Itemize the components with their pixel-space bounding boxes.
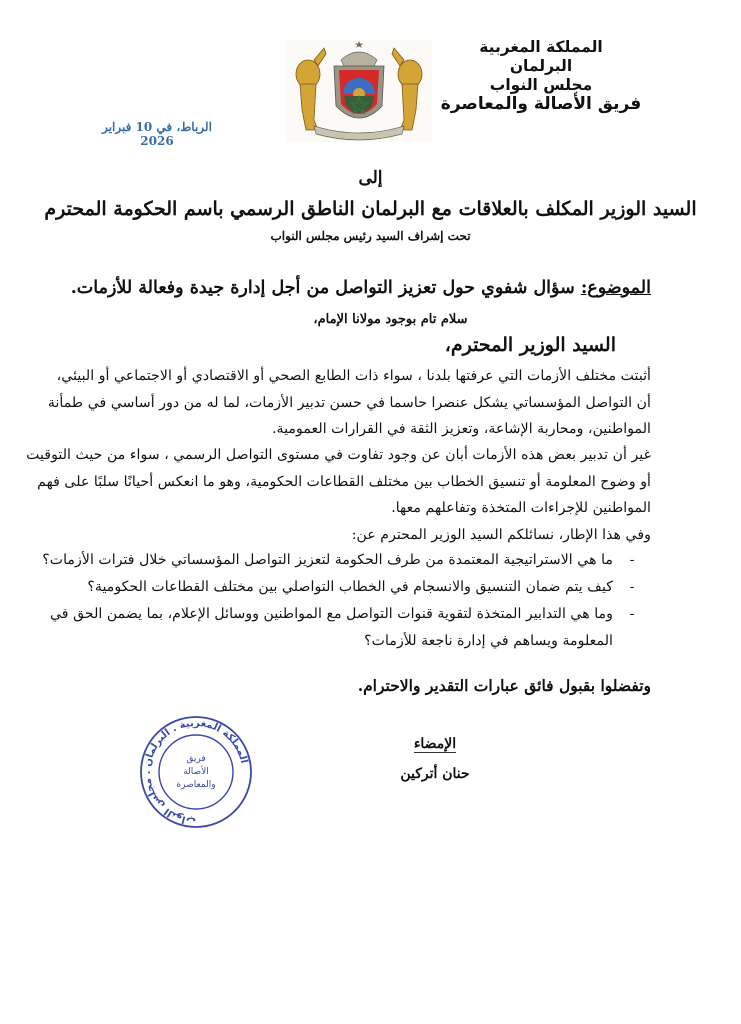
question-item	[87, 574, 651, 601]
header-line: مجلس النواب	[489, 76, 593, 94]
closing-formula: وتفضلوا بقبول فائق عبارات التقدير والاحترام.	[357, 676, 651, 695]
question-item	[42, 547, 651, 574]
stamp-center-line: والمعاصرة	[176, 780, 216, 790]
text-line: أن التواصل المؤسساتي يشكل عنصرا حاسما في حسن تدبير الأزمات، لما له من دور أساسي في طمأنة	[47, 394, 651, 411]
bullet-dash: -	[629, 579, 635, 595]
text-line: أو وضوح المعلومة أو تنسيق الخطاب بين مختلف القطاعات الحكومية، وهو ما انعكس أحيانًا سلبًا على فهم	[37, 473, 651, 490]
official-stamp	[138, 714, 254, 832]
header-line: فريق الأصالة والمعاصرة	[440, 94, 642, 114]
paragraph	[47, 363, 651, 443]
salutation: سلام تام بوجود مولانا الإمام،	[313, 312, 468, 327]
subject-line	[71, 278, 651, 298]
text-line: أثبتت مختلف الأزمات التي عرفتها بلدنا ، سواء ذات الطابع الصحي أو الاقتصادي أو الاجتماعي أو البيئي،	[56, 368, 651, 384]
question-list	[42, 547, 651, 654]
question-item	[49, 601, 651, 654]
subject-label: الموضوع:	[580, 278, 651, 298]
greeting: السيد الوزير المحترم،	[444, 334, 616, 356]
text-line: غير أن تدبير بعض هذه الأزمات أبان عن وجود تفاوت في مستوى التواصل الرسمي ، سواء من حيث التوقيت	[26, 447, 651, 463]
document-date: الرباط، في 10 فبراير 2026	[102, 120, 212, 148]
subject-text: سؤال شفوي حول تعزيز التواصل من أجل إدارة جيدة وفعالة للأزمات.	[70, 278, 581, 298]
text-line: ما هي الاستراتيجية المعتمدة من طرف الحكومة لتعزيز التواصل المؤسساتي خلال فترات الأزمات؟	[42, 552, 613, 568]
text-line: كيف يتم ضمان التنسيق والانسجام في الخطاب التواصلي بين مختلف القطاعات الحكومية؟	[87, 579, 613, 595]
text-line: المواطنين، ومحاربة الإشاعة، وتعزيز الثقة في القرارات العمومية.	[272, 421, 651, 437]
text-line: المعلومة ويساهم في إدارة ناجعة للأزمات؟	[364, 632, 613, 649]
text-line: وفي هذا الإطار، نسائلكم السيد الوزير المحترم عن:	[351, 527, 651, 543]
recipient-supervision: تحت إشراف السيد رئيس مجلس النواب	[270, 229, 471, 243]
recipient-to: إلى	[358, 168, 383, 188]
header-line: البرلمان	[509, 57, 573, 75]
signatory-name: حنان أتركين	[400, 766, 470, 782]
stamp-ring-text: المملكة المغربية . البرلمان . مجلس النواب	[142, 717, 250, 827]
coat-of-arms-emblem	[286, 40, 432, 142]
text-line: المواطنين للإجراءات المتخذة وتفاعلهم معها.	[391, 500, 651, 516]
header-line: المملكة المغربية	[479, 38, 603, 56]
bullet-dash: -	[629, 552, 635, 568]
signature-label	[360, 736, 510, 752]
recipient-addressee: السيد الوزير المكلف بالعلاقات مع البرلمان الناطق الرسمي باسم الحكومة المحترم	[44, 198, 697, 220]
stamp-center-line: الأصالة	[183, 767, 209, 777]
text-line: وما هي التدابير المتخذة لتقوية قنوات التواصل مع المواطنين ووسائل الإعلام، بما يضمن الحق في	[49, 606, 613, 622]
paragraph	[93, 522, 651, 549]
paragraph	[26, 442, 651, 522]
bullet-dash: -	[629, 606, 635, 622]
stamp-center-line: فريق	[186, 754, 206, 764]
sender-header	[411, 38, 671, 114]
signature-label-text: الإمضاء	[413, 736, 457, 752]
